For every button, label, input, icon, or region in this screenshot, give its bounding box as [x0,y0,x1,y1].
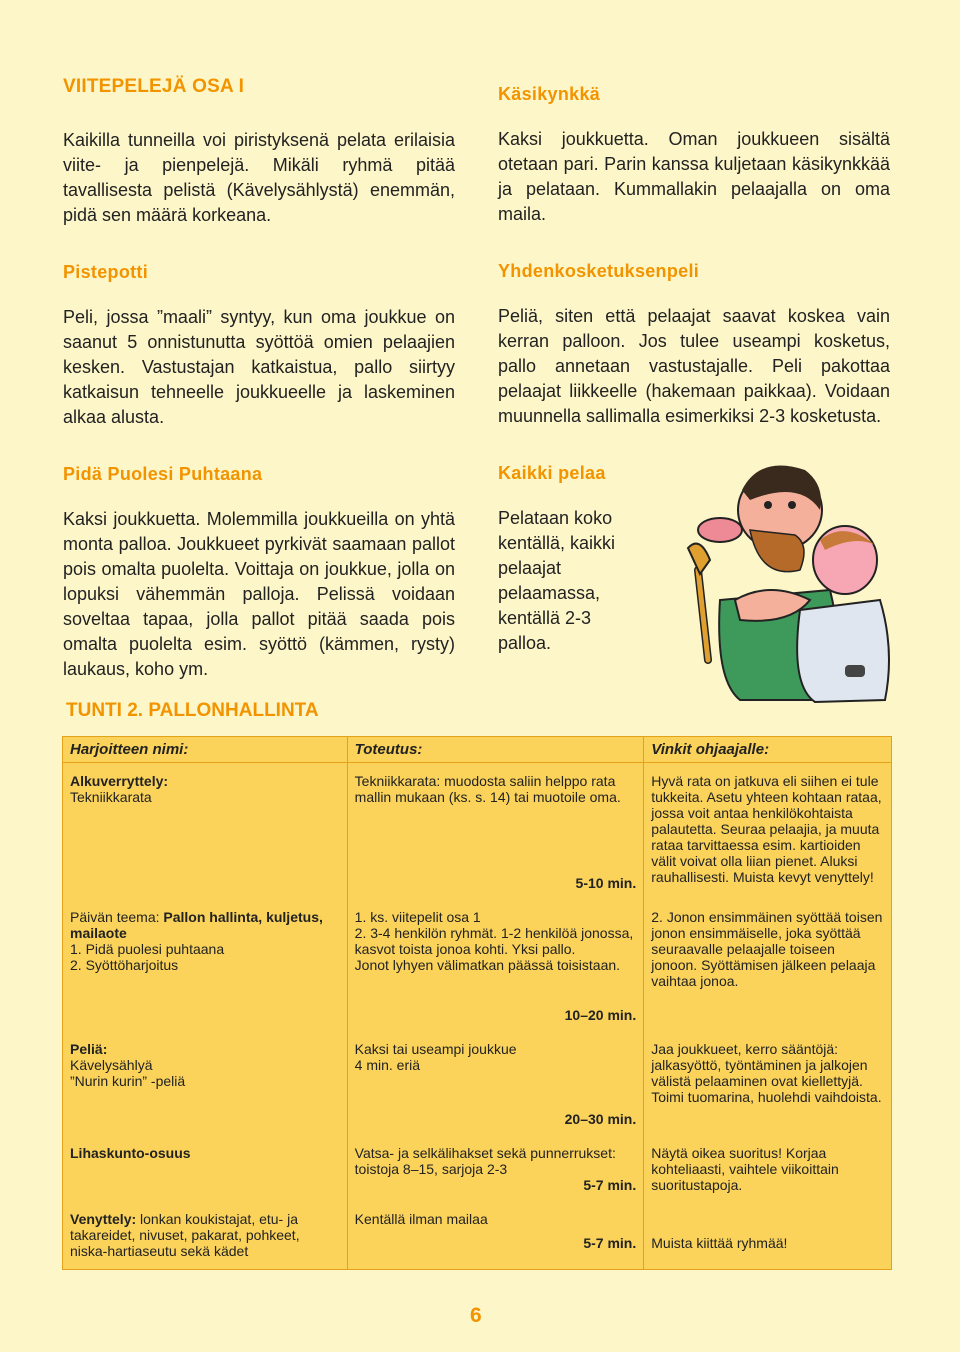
implementation-text: 1. ks. viitepelit osa 1 [354,909,481,925]
duration: 5-7 min. [583,1177,637,1193]
kasikynkka-heading: Käsikynkkä [498,84,601,104]
exercise-name: Peliä: [70,1041,108,1057]
table-row [63,1137,892,1203]
tips-cell [644,1137,892,1203]
duration: 5-7 min. [583,1235,637,1251]
exercise-name: Alkuverryttely: [70,773,169,789]
tips-text: Hyvä rata on jatkuva eli siihen ei tule tukkeita. Asetu yhteen kohtaan rataa, jossa voit antaa henkilökohtaista palautetta. Seuraa pelaajia, ja muuta rataa tarvittaessa esim. kartioiden välit voivat olla liian pienet. Aluksi rauhallisesti. Muista kevyt venyttely! [651,773,882,885]
header-tips: Vinkit ohjaajalle: [644,737,892,763]
tips-text: 2. Jonon ensimmäinen syöttää toisen jonon ensimmäiselle, joka syöttää seuraavalle pelaajalle toiseen jonoon. Syöttämisen jälkeen pelaaja vaihtaa jonoa. [651,909,883,989]
table-row [63,1203,892,1270]
exercise-name-cell [63,763,348,902]
yhden-paragraph: Peliä, siten että pelaajat saavat koskea vain kerran palloon. Jos tulee useampi kosketus, pallo annetaan vastustajalle. Peli pakottaa pelaajat liikkeelle (hakemaan paikkaa). Voidaan muunnella sallimalla esimerkiksi 2-3 kosketusta. [498,306,890,426]
tips-text: Näytä oikea suoritus! Korjaa kohteliaasti, vaihtele viikoittain suoritustapoja. [651,1145,839,1193]
implementation-cell [347,1137,644,1203]
implementation-text: Vatsa- ja selkälihakset sekä punnerrukset: toistoja 8–15, sarjoja 2-3 [354,1145,616,1177]
duration: 20–30 min. [564,1111,637,1127]
implementation-cell [347,901,644,1033]
cartoon-players-illustration [680,450,895,710]
page-number: 6 [470,1304,482,1327]
exercise-list-item: ”Nurin kurin” -peliä [70,1073,186,1089]
pida-puolesi-paragraph: Kaksi joukkuetta. Molemmilla joukkueilla on yhtä monta palloa. Joukkueet pyrkivät saamaan pallot pois omalta puolelta. Voittaja on joukkue, jolla on lopuksi vähemmän palloja. Pelissä voidaan soveltaa tapaa, jolla pallot pitää saada pois omalta puolelta esim. syöttö (kämmen, rysty) laukaus, koho ym. [63,509,455,679]
implementation-cell [347,1203,644,1270]
tips-cell [644,1203,892,1270]
kaikki-heading: Kaikki pelaa [498,463,606,483]
implementation-text: Kentällä ilman mailaa [354,1211,488,1227]
exercise-list-item: 2. Syöttöharjoitus [70,957,179,973]
pida-puolesi-heading: Pidä Puolesi Puhtaana [63,464,263,484]
tips-cell [644,1033,892,1137]
implementation-text: 4 min. eriä [354,1057,421,1073]
header-implementation: Toteutus: [347,737,644,763]
table-row [63,901,892,1033]
header-exercise-name: Harjoitteen nimi: [63,737,348,763]
exercise-name: Venyttely: lonkan koukistajat, etu- ja takareidet, nivuset, pakarat, pohkeet, niska-hartiaseutu sekä kädet [70,1211,300,1259]
exercise-list-item: 1. Pidä puolesi puhtaana [70,941,225,957]
pistepotti-paragraph: Peli, jossa ”maali” syntyy, kun oma joukkue on saanut 5 onnistunutta syöttöä omien pelaajien kesken. Vastustajan katkaistua, pallo siirtyy katkaisun tehneelle joukkueelle ja laskeminen alkaa alusta. [63,307,455,427]
implementation-text: Tekniikkarata: muodosta saliin helppo rata mallin mukaan (ks. s. 14) tai muotoile oma. [354,773,621,805]
exercise-name-cell [63,1203,348,1270]
intro-paragraph: Kaikilla tunneilla voi piristyksenä pelata erilaisia viite- ja pienpelejä. Mikäli ryhmä pitää tavallisesta pelistä (Kävelysählystä) enemmän, pidä sen määrä korkeana. [63,130,455,225]
table-row [63,763,892,902]
kaikki-paragraph: Pelataan koko kentällä, kaikki pelaajat pelaamassa, kentällä 2-3 palloa. [498,508,616,653]
exercise-name-cell [63,901,348,1033]
yhden-heading: Yhdenkosketuksenpeli [498,261,700,281]
duration: 5-10 min. [575,875,637,891]
exercise-name-cell [63,1033,348,1137]
implementation-cell [347,1033,644,1137]
implementation-text: Jonot lyhyen välimatkan päässä toisistaan. [354,957,621,973]
left-column [63,76,455,682]
tips-text: Jaa joukkueet, kerro sääntöjä: jalkasyöttö, työntäminen ja jalkojen välistä pelaaminen ovat kiellettyjä. Toimi tuomarina, huolehdi vaihdoista. [651,1041,882,1105]
table-header-row [63,737,892,763]
section-title: VIITEPELEJÄ OSA I [63,76,245,97]
duration: 10–20 min. [564,1007,637,1023]
tips-cell [644,901,892,1033]
lesson-plan-table [62,736,892,1270]
exercise-name-cell [63,1137,348,1203]
exercise-name: Lihaskunto-osuus [70,1145,191,1161]
pistepotti-heading: Pistepotti [63,262,149,282]
kasikynkka-paragraph: Kaksi joukkuetta. Oman joukkueen sisältä otetaan pari. Parin kanssa kuljetaan käsikynkkää ja pelataan. Kummallakin pelaajalla on oma maila. [498,129,890,224]
exercise-list-item: Kävelysählyä [70,1057,153,1073]
implementation-text: 2. 3-4 henkilön ryhmät. 1-2 henkilöä jonossa, kasvot toista jonoa kohti. Yksi pallo. [354,925,634,957]
tips-cell [644,763,892,902]
exercise-detail: Tekniikkarata [70,789,152,805]
implementation-cell [347,763,644,902]
table-row [63,1033,892,1137]
tips-text: Muista kiittää ryhmää! [651,1235,788,1251]
exercise-name: Päivän teema: Pallon hallinta, kuljetus, mailaote [70,909,323,941]
lesson-title: TUNTI 2. PALLONHALLINTA [66,700,319,721]
implementation-text: Kaksi tai useampi joukkue [354,1041,517,1057]
